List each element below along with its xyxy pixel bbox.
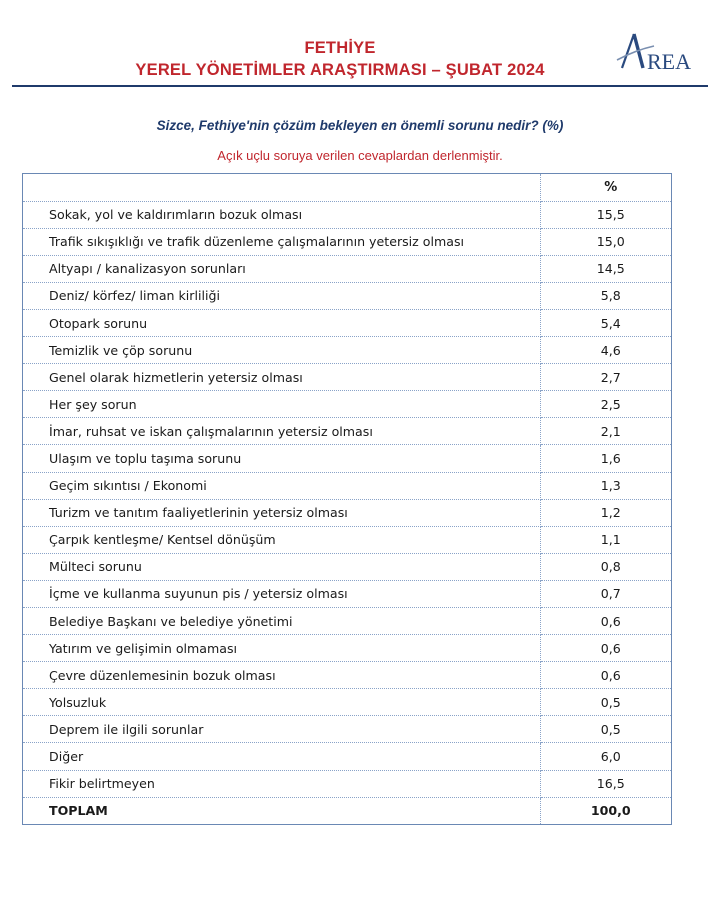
row-label: Otopark sorunu (23, 309, 540, 336)
row-label: Sokak, yol ve kaldırımların bozuk olması (23, 201, 540, 228)
table-row (23, 716, 671, 743)
row-label: Ulaşım ve toplu taşıma sorunu (23, 445, 540, 472)
table-row (23, 499, 671, 526)
area-logo (614, 28, 706, 78)
row-label: Yatırım ve gelişimin olmaması (23, 635, 540, 662)
row-value: 16,5 (540, 770, 671, 797)
row-label: Belediye Başkanı ve belediye yönetimi (23, 608, 540, 635)
table-row (23, 391, 671, 418)
table-header-row (23, 174, 671, 201)
row-label: Geçim sıkıntısı / Ekonomi (23, 472, 540, 499)
row-value: 5,4 (540, 309, 671, 336)
row-label: Temizlik ve çöp sorunu (23, 337, 540, 364)
row-value: 1,6 (540, 445, 671, 472)
row-value: 6,0 (540, 743, 671, 770)
row-value: 1,1 (540, 526, 671, 553)
total-label: TOPLAM (23, 797, 540, 824)
row-value: 4,6 (540, 337, 671, 364)
row-label: Mülteci sorunu (23, 553, 540, 580)
header-percent-cell: % (540, 174, 671, 201)
table-row (23, 526, 671, 553)
table-row (23, 662, 671, 689)
table-row (23, 472, 671, 499)
header-divider (12, 85, 708, 87)
row-value: 0,6 (540, 608, 671, 635)
row-value: 5,8 (540, 282, 671, 309)
row-value: 15,0 (540, 228, 671, 255)
row-value: 0,5 (540, 716, 671, 743)
table-row (23, 445, 671, 472)
table-row (23, 282, 671, 309)
row-label: Yolsuzluk (23, 689, 540, 716)
total-row (23, 797, 671, 824)
row-label: Altyapı / kanalizasyon sorunları (23, 255, 540, 282)
row-label: Her şey sorun (23, 391, 540, 418)
survey-note: Açık uçlu soruya verilen cevaplardan derlenmiştir. (217, 148, 503, 163)
table-row (23, 553, 671, 580)
table-row (23, 770, 671, 797)
table-row (23, 580, 671, 607)
row-label: Turizm ve tanıtım faaliyetlerinin yetersiz olması (23, 499, 540, 526)
results-table (22, 173, 672, 825)
row-label: Deprem ile ilgili sorunlar (23, 716, 540, 743)
header-label-cell (23, 174, 540, 201)
title-city: FETHİYE (304, 39, 376, 57)
row-value: 0,7 (540, 580, 671, 607)
row-label: Diğer (23, 743, 540, 770)
row-value: 2,5 (540, 391, 671, 418)
table-row (23, 255, 671, 282)
row-value: 14,5 (540, 255, 671, 282)
row-label: İmar, ruhsat ve iskan çalışmalarının yetersiz olması (23, 418, 540, 445)
table-row (23, 364, 671, 391)
table-row (23, 228, 671, 255)
table-row (23, 608, 671, 635)
logo-text: REA (647, 49, 691, 74)
row-value: 0,6 (540, 662, 671, 689)
row-label: Fikir belirtmeyen (23, 770, 540, 797)
row-value: 0,8 (540, 553, 671, 580)
table-row (23, 201, 671, 228)
report-title (60, 38, 620, 80)
row-label: Deniz/ körfez/ liman kirliliği (23, 282, 540, 309)
table-row (23, 337, 671, 364)
row-value: 1,2 (540, 499, 671, 526)
table-row (23, 689, 671, 716)
table-row (23, 418, 671, 445)
total-value: 100,0 (590, 803, 631, 819)
row-label: Çevre düzenlemesinin bozuk olması (23, 662, 540, 689)
row-label: Çarpık kentleşme/ Kentsel dönüşüm (23, 526, 540, 553)
row-value: 2,7 (540, 364, 671, 391)
title-survey: YEREL YÖNETİMLER ARAŞTIRMASI – ŞUBAT 2024 (135, 61, 545, 79)
report-header (0, 0, 720, 88)
row-value: 0,6 (540, 635, 671, 662)
row-value: 1,3 (540, 472, 671, 499)
table-row (23, 743, 671, 770)
survey-question: Sizce, Fethiye'nin çözüm bekleyen en önemli sorunu nedir? (%) (156, 118, 564, 133)
table-row (23, 309, 671, 336)
row-value: 0,5 (540, 689, 671, 716)
row-label: İçme ve kullanma suyunun pis / yetersiz olması (23, 580, 540, 607)
row-value: 2,1 (540, 418, 671, 445)
table-row (23, 635, 671, 662)
row-label: Genel olarak hizmetlerin yetersiz olması (23, 364, 540, 391)
row-value: 15,5 (540, 201, 671, 228)
row-label: Trafik sıkışıklığı ve trafik düzenleme çalışmalarının yetersiz olması (23, 228, 540, 255)
